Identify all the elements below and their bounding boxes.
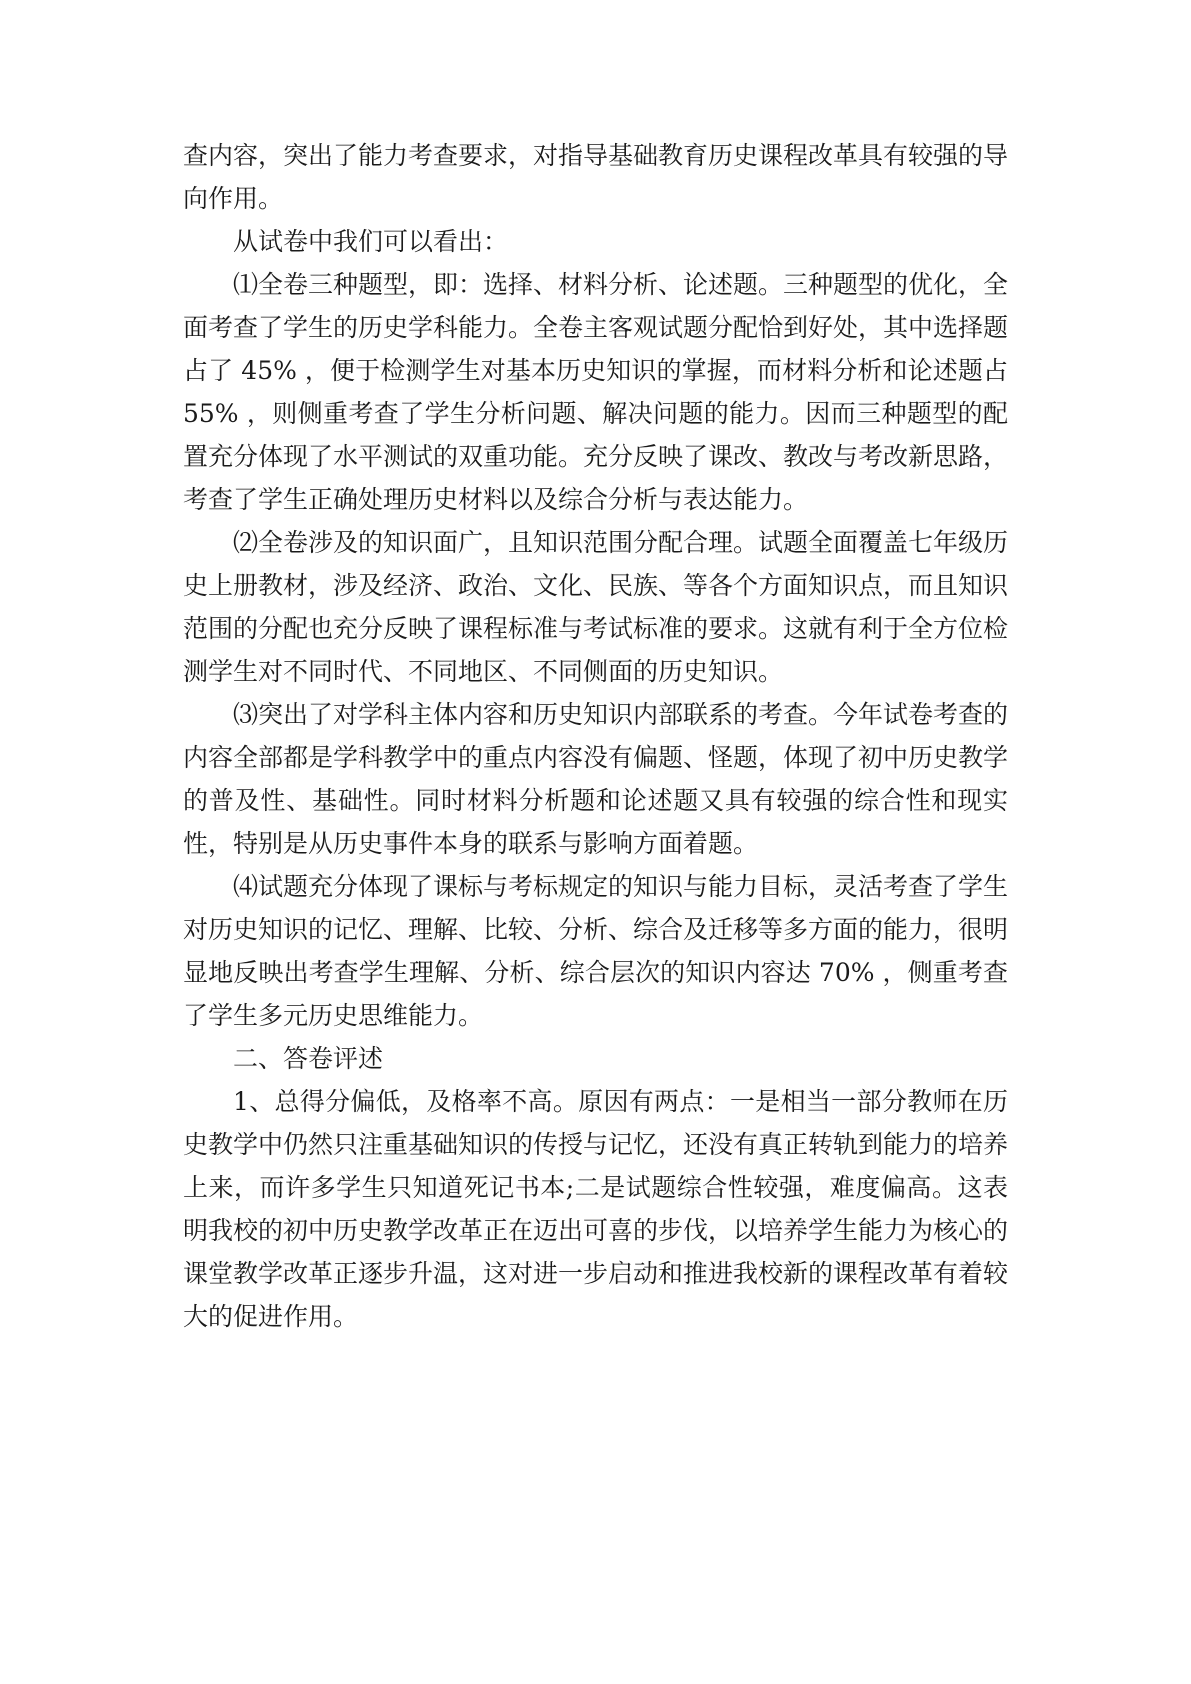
- paragraph-review-1: 1、总得分偏低，及格率不高。原因有两点：一是相当一部分教师在历史教学中仍然只注重基础知识的传授与记忆，还没有真正转轨到能力的培养上来，而许多学生只知道死记书本;二是试题综合性较强，难度偏高。这表明我校的初中历史教学改革正在迈出可喜的步伐，以培养学生能力为核心的课堂教学改革正逐步升温，这对进一步启动和推进我校新的课程改革有着较大的促进作用。: [183, 1087, 1009, 1331]
- paragraph-point-3: ⑶突出了对学科主体内容和历史知识内部联系的考查。今年试卷考查的内容全部都是学科教学中的重点内容没有偏题、怪题，体现了初中历史教学的普及性、基础性。同时材料分析题和论述题又具有较强的综合性和现实性，特别是从历史事件本身的联系与影响方面着题。: [183, 700, 1009, 858]
- document-body: [183, 134, 1008, 1338]
- paragraph-lead-in: 从试卷中我们可以看出：: [233, 227, 509, 256]
- paragraph-point-4: ⑷试题充分体现了课标与考标规定的知识与能力目标，灵活考查了学生对历史知识的记忆、理解、比较、分析、综合及迁移等多方面的能力，很明显地反映出考查学生理解、分析、综合层次的知识内容达 70% ，侧重考查了学生多元历史思维能力。: [183, 872, 1009, 1030]
- paragraph-point-1: ⑴全卷三种题型，即：选择、材料分析、论述题。三种题型的优化，全面考查了学生的历史学科能力。全卷主客观试题分配恰到好处，其中选择题占了 45% ，便于检测学生对基本历史知识的掌握，而材料分析和论述题占 55% ，则侧重考查了学生分析问题、解决问题的能力。因而三种题型的配置充分体现了水平测试的双重功能。充分反映了课改、教改与考改新思路，考查了学生正确处理历史材料以及综合分析与表达能力。: [183, 270, 1009, 514]
- paragraph-point-2: ⑵全卷涉及的知识面广，且知识范围分配合理。试题全面覆盖七年级历史上册教材，涉及经济、政治、文化、民族、等各个方面知识点，而且知识范围的分配也充分反映了课程标准与考试标准的要求。这就有利于全方位检测学生对不同时代、不同地区、不同侧面的历史知识。: [183, 528, 1009, 686]
- paragraph-continued-intro: 查内容，突出了能力考查要求，对指导基础教育历史课程改革具有较强的导向作用。: [183, 141, 1009, 213]
- section-heading-answer-review: 二、答卷评述: [233, 1044, 384, 1073]
